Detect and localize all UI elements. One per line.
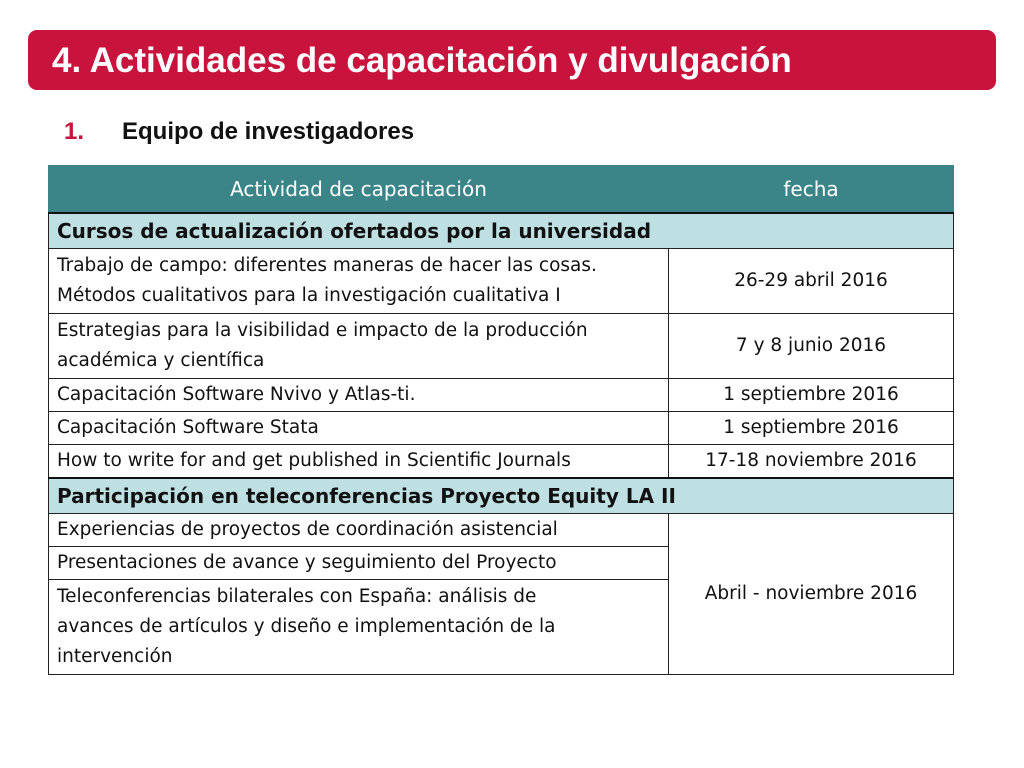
date-cell: 7 y 8 junio 2016 bbox=[669, 314, 954, 379]
header-date: fecha bbox=[669, 166, 954, 214]
table-row bbox=[49, 249, 954, 314]
date-cell: 1 septiembre 2016 bbox=[669, 412, 954, 445]
activity-line: Estrategias para la visibilidad e impacto de la producción bbox=[57, 320, 588, 341]
table-row bbox=[49, 314, 954, 379]
header-activity: Actividad de capacitación bbox=[49, 166, 669, 214]
subtitle-number: 1. bbox=[64, 118, 85, 145]
activity-cell bbox=[49, 249, 669, 314]
table-row bbox=[49, 379, 954, 412]
activity-cell: Presentaciones de avance y seguimiento del Proyecto bbox=[49, 547, 669, 580]
activity-line: intervención bbox=[57, 646, 173, 667]
title-bar bbox=[28, 30, 996, 90]
section-title: Cursos de actualización ofertados por la universidad bbox=[49, 213, 954, 249]
activity-cell: Capacitación Software Stata bbox=[49, 412, 669, 445]
activity-cell: Capacitación Software Nvivo y Atlas-ti. bbox=[49, 379, 669, 412]
table-row bbox=[49, 514, 954, 547]
merged-date-cell: Abril - noviembre 2016 bbox=[669, 514, 954, 675]
section-row bbox=[49, 213, 954, 249]
activity-cell: Experiencias de proyectos de coordinación asistencial bbox=[49, 514, 669, 547]
activity-cell: How to write for and get published in Scientific Journals bbox=[49, 445, 669, 479]
date-cell: 17-18 noviembre 2016 bbox=[669, 445, 954, 479]
activity-cell bbox=[49, 580, 669, 675]
subtitle bbox=[64, 118, 414, 146]
section-title: Participación en teleconferencias Proyecto Equity LA II bbox=[49, 478, 954, 514]
date-cell: 26-29 abril 2016 bbox=[669, 249, 954, 314]
activity-cell bbox=[49, 314, 669, 379]
subtitle-text: Equipo de investigadores bbox=[122, 118, 415, 145]
section-row bbox=[49, 478, 954, 514]
activity-line: Teleconferencias bilaterales con España: análisis de bbox=[57, 586, 537, 607]
table-header-row bbox=[49, 166, 954, 214]
slide-title: 4. Actividades de capacitación y divulgación bbox=[52, 40, 792, 80]
activity-line: Trabajo de campo: diferentes maneras de hacer las cosas. bbox=[57, 255, 597, 276]
activities-table bbox=[48, 165, 954, 675]
activity-line: avances de artículos y diseño e implementación de la bbox=[57, 616, 556, 637]
activity-line: académica y científica bbox=[57, 350, 265, 371]
activity-line: Métodos cualitativos para la investigación cualitativa I bbox=[57, 285, 561, 306]
table-row bbox=[49, 412, 954, 445]
table-row bbox=[49, 445, 954, 479]
date-cell: 1 septiembre 2016 bbox=[669, 379, 954, 412]
